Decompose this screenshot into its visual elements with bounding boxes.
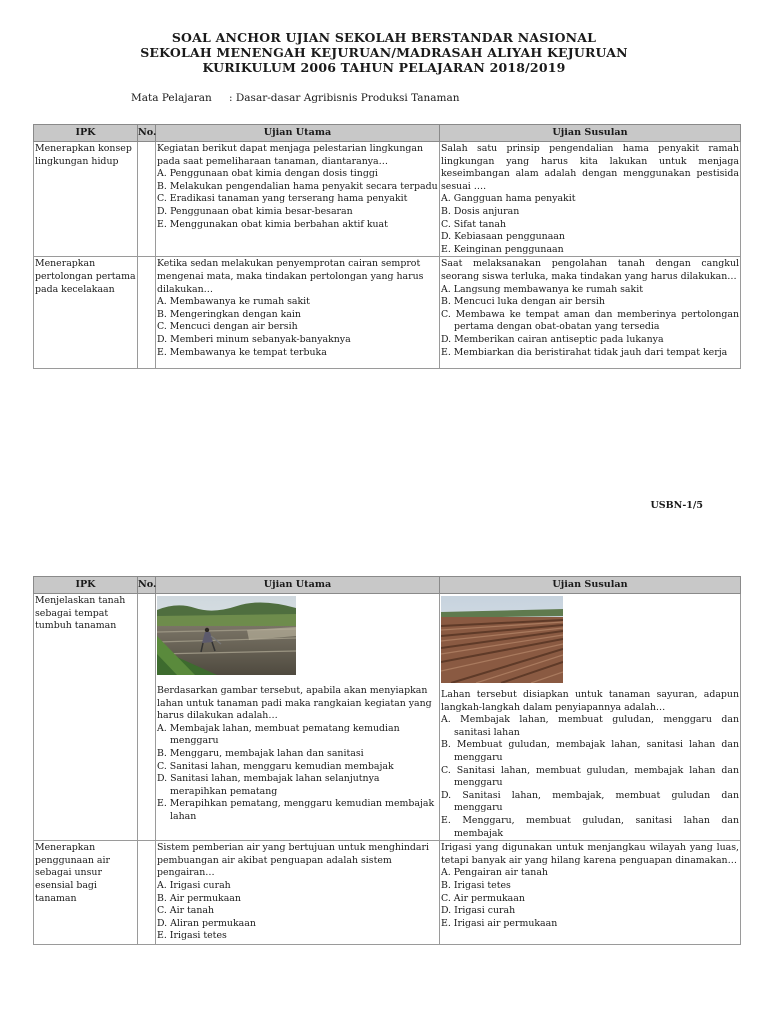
- table-header-row: [34, 125, 741, 142]
- col-ipk: IPK: [34, 125, 138, 142]
- subject-value: : Dasar-dasar Agribisnis Produksi Tanaman: [229, 92, 460, 104]
- option: B. Mencuci luka dengan air bersih: [441, 296, 605, 308]
- document-header: [0, 30, 768, 75]
- question-table-1: [33, 124, 741, 369]
- option: B. Melakukan pengendalian hama penyakit secara terpadu: [157, 180, 438, 192]
- table-row: [34, 594, 741, 841]
- option: C. Sanitasi lahan, menggaru kemudian membajak: [157, 760, 394, 772]
- table-row: [34, 142, 741, 257]
- subject-label: Mata Pelajaran: [131, 92, 212, 104]
- option: E. Menggunakan obat kimia berbahan aktif kuat: [157, 218, 388, 230]
- question-text: Irigasi yang digunakan untuk menjangkau wilayah yang luas, tetapi banyak air yang hilang karena penguapan dinamakan…: [441, 842, 739, 866]
- col-utama: Ujian Utama: [156, 125, 440, 142]
- question-text: Berdasarkan gambar tersebut, apabila akan menyiapkan lahan untuk tanaman padi maka rangkaian kegiatan yang harus dilakukan adalah…: [157, 685, 432, 722]
- utama-cell: [156, 841, 440, 945]
- utama-cell: [156, 594, 440, 841]
- option: D. Irigasi curah: [441, 905, 516, 917]
- rice-paddy-field-photo: [157, 596, 296, 675]
- susulan-cell: [440, 594, 741, 841]
- no-cell: [138, 257, 156, 369]
- susulan-cell: [440, 142, 741, 257]
- col-susulan: Ujian Susulan: [440, 125, 741, 142]
- option: B. Dosis anjuran: [441, 205, 520, 217]
- option: A. Langsung membawanya ke rumah sakit: [441, 283, 643, 295]
- option: B. Menggaru, membajak lahan dan sanitasi: [157, 747, 364, 759]
- option: E. Membiarkan dia beristirahat tidak jauh dari tempat kerja: [441, 346, 728, 358]
- option: C. Mencuci dengan air bersih: [157, 321, 298, 333]
- no-cell: [138, 594, 156, 841]
- ipk-cell: Menerapkan penggunaan air sebagai unsur esensial bagi tanaman: [34, 841, 138, 945]
- susulan-cell: [440, 841, 741, 945]
- question-text: Kegiatan berikut dapat menjaga pelestarian lingkungan pada saat pemeliharaan tanaman, diantaranya…: [157, 143, 424, 167]
- option: E. Irigasi tetes: [157, 930, 227, 942]
- question-text: Saat melaksanakan pengolahan tanah dengan cangkul seorang siswa terluka, maka tindakan yang harus dilakukan…: [441, 258, 739, 282]
- option: B. Irigasi tetes: [441, 879, 511, 891]
- question-text: Sistem pemberian air yang bertujuan untuk menghindari pembuangan air akibat penguapan adalah sistem pengairan…: [157, 842, 429, 879]
- table-row: [34, 257, 741, 369]
- utama-cell: [156, 257, 440, 369]
- header-curriculum: KURIKULUM 2006 TAHUN PELAJARAN 2018/2019: [202, 60, 566, 75]
- col-no: No.: [138, 125, 156, 142]
- option: D. Kebiasaan penggunaan: [441, 231, 565, 243]
- option: B. Mengeringkan dengan kain: [157, 308, 301, 320]
- option: A. Gangguan hama penyakit: [441, 193, 576, 205]
- header-title: SOAL ANCHOR UJIAN SEKOLAH BERSTANDAR NASIONAL: [171, 30, 597, 45]
- header-school: SEKOLAH MENENGAH KEJURUAN/MADRASAH ALIYAH KEJURUAN: [140, 45, 628, 60]
- option: D. Aliran permukaan: [157, 917, 256, 929]
- option: B. Air permukaan: [157, 892, 241, 904]
- plowed-field-ridges-photo: [441, 596, 563, 683]
- question-table-2: [33, 576, 741, 945]
- option: A. Membajak lahan, membuat guludan, menggaru dan sanitasi lahan: [441, 714, 739, 738]
- option: C. Air permukaan: [441, 892, 525, 904]
- page-code: USBN-1/5: [650, 500, 703, 511]
- option: C. Membawa ke tempat aman dan memberinya pertolongan pertama dengan obat-obatan yang tersedia: [441, 308, 739, 333]
- option: D. Sanitasi lahan, membajak lahan selanjutnya merapihkan pematang: [157, 773, 380, 797]
- susulan-cell: [440, 257, 741, 369]
- col-utama: Ujian Utama: [156, 577, 440, 594]
- option: C. Air tanah: [157, 905, 215, 917]
- col-ipk: IPK: [34, 577, 138, 594]
- no-cell: [138, 142, 156, 257]
- option: E. Membawanya ke tempat terbuka: [157, 346, 327, 358]
- option: A. Penggunaan obat kimia dengan dosis tinggi: [157, 168, 378, 180]
- option: B. Membuat guludan, membajak lahan, sanitasi lahan dan menggaru: [441, 739, 739, 763]
- option: D. Penggunaan obat kimia besar-besaran: [157, 205, 353, 217]
- option: A. Pengairan air tanah: [441, 867, 548, 879]
- table-row: [34, 841, 741, 945]
- option: E. Irigasi air permukaan: [441, 917, 558, 929]
- utama-cell: [156, 142, 440, 257]
- option: A. Irigasi curah: [157, 879, 231, 891]
- table-header-row: [34, 577, 741, 594]
- ipk-cell: Menerapkan konsep lingkungan hidup: [34, 142, 138, 257]
- col-susulan: Ujian Susulan: [440, 577, 741, 594]
- option: D. Memberi minum sebanyak-banyaknya: [157, 333, 351, 345]
- option: C. Sifat tanah: [441, 218, 507, 230]
- option: C. Sanitasi lahan, membuat guludan, membajak lahan dan menggaru: [441, 764, 739, 789]
- ipk-cell: Menerapkan pertolongan pertama pada kecelakaan: [34, 257, 138, 369]
- subject-line: [131, 92, 460, 104]
- option: E. Keinginan penggunaan: [441, 243, 564, 255]
- option: D. Memberikan cairan antiseptic pada lukanya: [441, 333, 664, 345]
- option: E. Menggaru, membuat guludan, sanitasi lahan dan membajak: [441, 814, 739, 839]
- question-text: Salah satu prinsip pengendalian hama penyakit ramah lingkungan yang harus kita lakukan untuk menjaga keseimbangan alam adalah dengan menggunakan pestisida sesuai ….: [441, 143, 739, 192]
- option: C. Eradikasi tanaman yang terserang hama penyakit: [157, 193, 408, 205]
- option: D. Sanitasi lahan, membajak, membuat guludan dan menggaru: [441, 789, 739, 814]
- option: A. Membawanya ke rumah sakit: [157, 296, 310, 308]
- no-cell: [138, 841, 156, 945]
- option: E. Merapihkan pematang, menggaru kemudian membajak lahan: [157, 798, 435, 822]
- col-no: No.: [138, 577, 156, 594]
- option: A. Membajak lahan, membuat pematang kemudian menggaru: [157, 722, 400, 747]
- question-text: Lahan tersebut disiapkan untuk tanaman sayuran, adapun langkah-langkah dalam penyiapannya adalah…: [441, 689, 739, 713]
- question-text: Ketika sedan melakukan penyemprotan cairan semprot mengenai mata, maka tindakan pertolongan yang harus dilakukan…: [157, 258, 424, 295]
- ipk-cell: Menjelaskan tanah sebagai tempat tumbuh tanaman: [34, 594, 138, 841]
